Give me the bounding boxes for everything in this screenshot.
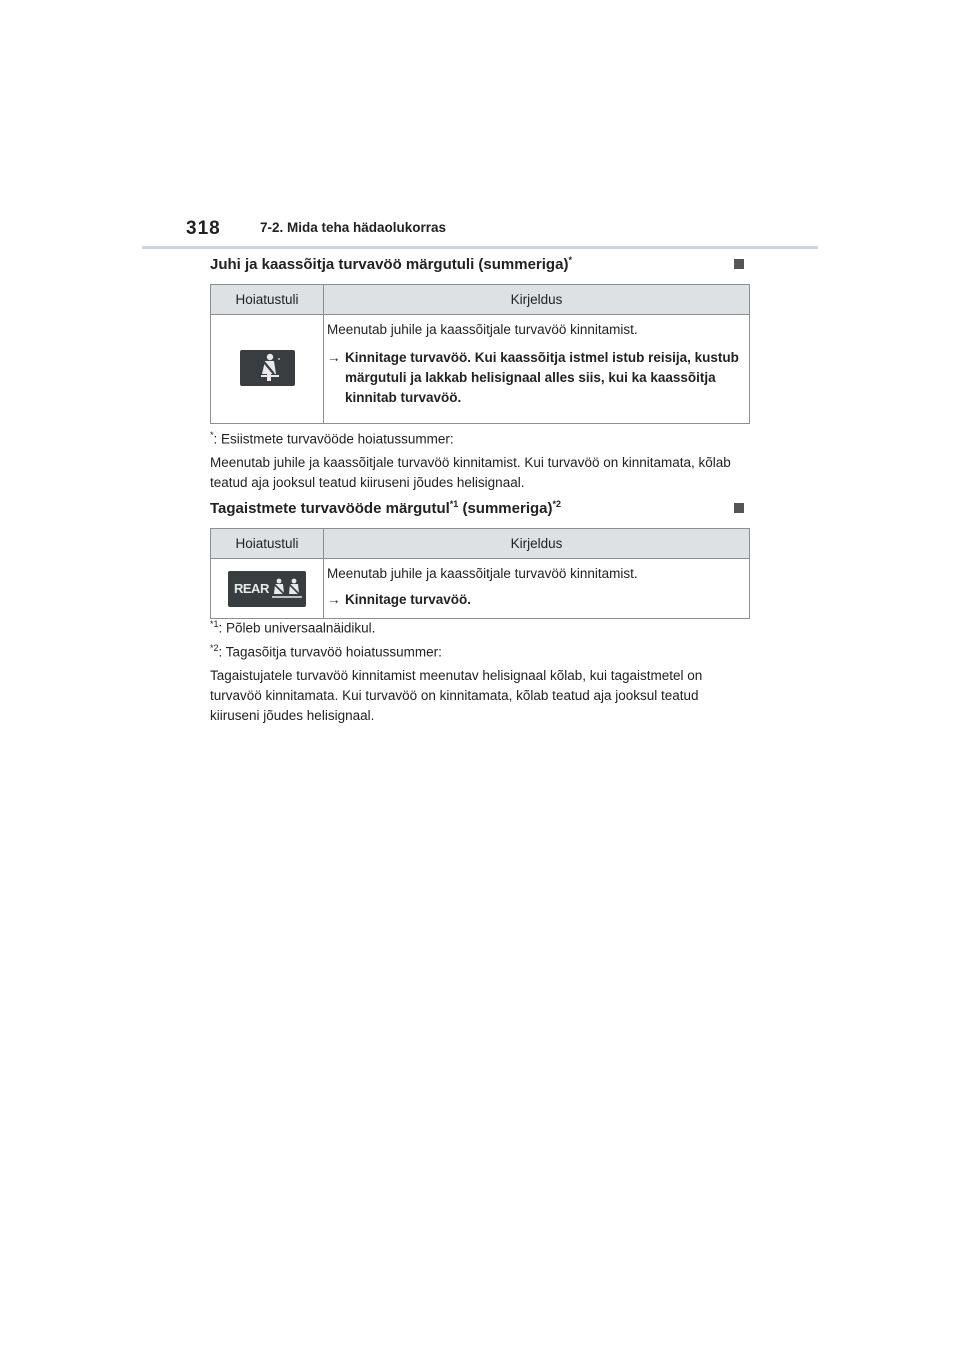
seatbelt-warning-icon [240,350,295,386]
section2-footnote2 [210,638,750,663]
table-header-icon: Hoiatustuli [211,285,324,315]
description-intro: Meenutab juhile ja kaassõitjale turvavöö kinnitamist. [327,322,638,337]
action-line [327,348,741,408]
action-text: Kinnitage turvavöö. [345,592,472,607]
section2-title-a: Tagaistmete turvavööde märgutul [210,500,450,517]
arrow-icon: → [327,350,341,365]
square-bullet-icon [734,259,744,269]
section1-table [210,284,750,424]
footnote-text: : Esiistmete turvavööde hoiatussummer: [213,431,454,447]
footnote-text: : Tagasõitja turvavöö hoiatussummer: [218,644,442,660]
table-row [211,559,750,619]
page-header [142,212,818,249]
table-header-icon: Hoiatustuli [211,529,324,559]
table-header-desc: Kirjeldus [324,529,750,559]
table-header-desc: Kirjeldus [324,285,750,315]
section1-title: Juhi ja kaassõitja turvavöö märgutuli (summeriga) [210,256,569,273]
section2-title-b: (summeriga) [458,500,553,517]
table-row [211,315,750,424]
section1-footnote [210,425,750,450]
action-line [327,590,741,610]
action-text: Kinnitage turvavöö. Kui kaassõitja istmel istub reisija, kustub märgutuli ja lakkab helisignaal alles siis, kui ka kaassõitja kinnitab turvavöö. [345,350,739,405]
section1-title-sup: * [568,255,572,265]
icon-cell [211,559,324,619]
section2-heading [210,499,750,517]
section2-table [210,528,750,619]
section1-heading [210,255,750,273]
footnote-mark: *1 [210,619,219,629]
description-cell [324,559,750,619]
section2-paragraph: Tagaistujatele turvavöö kinnitamist meenutav helisignaal kõlab, kui tagaistmetel on turvavöö kinnitamata. Kui turvavöö on kinnitamata, kõlab teatud aja jooksul teatud kiiruseni jõudes helisignaal. [210,668,703,723]
footnote-text: : Põleb universaalnäidikul. [218,620,376,636]
section2-title-sup1: *1 [449,499,459,509]
arrow-icon: → [327,592,341,607]
footnote-mark: *2 [210,643,219,653]
page-number: 318 [186,218,221,239]
section1-paragraph: Meenutab juhile ja kaassõitjale turvavöö kinnitamist. Kui turvavöö on kinnitamata, kõlab teatud aja jooksul teatud kiiruseni jõudes helisignaal. [210,455,731,490]
section2-title-sup2: *2 [552,499,562,509]
footnote-mark: * [210,430,214,440]
section2-footnote1 [210,614,750,639]
rear-seatbelt-warning-icon [228,571,306,607]
section-title: 7-2. Mida teha hädaolukorras [260,220,447,235]
description-intro: Meenutab juhile ja kaassõitjale turvavöö kinnitamist. [327,566,638,581]
description-cell [324,315,750,424]
rear-label: REAR [234,580,269,596]
icon-cell [211,315,324,424]
square-bullet-icon [734,503,744,513]
